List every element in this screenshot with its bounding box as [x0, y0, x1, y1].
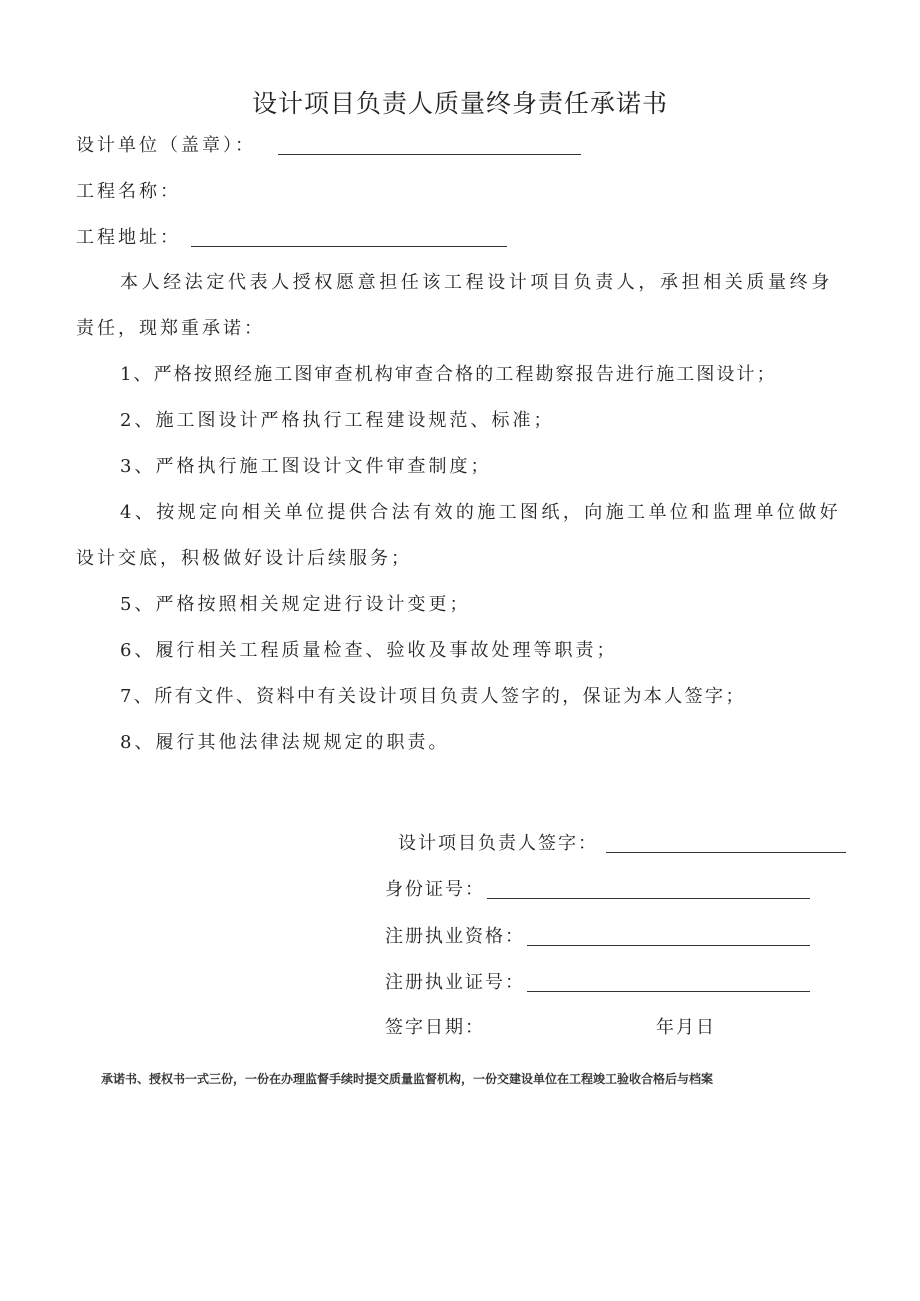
commitment-item: 2、施工图设计严格执行工程建设规范、标准； [120, 410, 555, 431]
project-address-field[interactable] [191, 228, 507, 247]
commitment-item: 8、履行其他法律法规规定的职责。 [120, 732, 450, 753]
signer-signature-field[interactable] [606, 834, 846, 853]
design-unit-field[interactable] [278, 136, 581, 155]
project-address-row [76, 226, 181, 250]
signer-label: 设计项目负责人签字： [398, 833, 598, 854]
commitment-item: 3、严格执行施工图设计文件审查制度； [120, 456, 492, 477]
project-address-label: 工程地址： [76, 227, 181, 248]
qualification-label: 注册执业资格： [385, 926, 525, 947]
id-number-label: 身份证号： [385, 879, 485, 900]
date-value: 年月日 [656, 1017, 716, 1038]
intro-line-2: 责任，现郑重承诺： [76, 318, 265, 339]
footnote: 承诺书、授权书一式三份，一份在办理监督手续时提交质量监督机构，一份交建设单位在工程竣工验收合格后与档案 [101, 1072, 714, 1086]
commitment-item: 7、所有文件、资料中有关设计项目负责人签字的，保证为本人签字； [120, 686, 746, 707]
commitment-item-continued: 设计交底，积极做好设计后续服务； [76, 548, 412, 569]
project-name-row [76, 180, 181, 204]
project-name-label: 工程名称： [76, 181, 181, 202]
design-unit-label: 设计单位（盖章）： [76, 135, 256, 156]
id-number-field[interactable] [487, 880, 810, 899]
cert-number-label: 注册执业证号： [385, 972, 525, 993]
commitment-item: 4、按规定向相关单位提供合法有效的施工图纸，向施工单位和监理单位做好 [120, 502, 842, 523]
commitment-item: 5、严格按照相关规定进行设计变更； [120, 594, 471, 615]
cert-number-field[interactable] [527, 973, 810, 992]
intro-line-1: 本人经法定代表人授权愿意担任该工程设计项目负责人，承担相关质量终身 [120, 272, 833, 293]
commitment-item: 1、严格按照经施工图审查机构审查合格的工程勘察报告进行施工图设计； [120, 364, 777, 385]
document-title: 设计项目负责人质量终身责任承诺书 [251, 89, 668, 118]
design-unit-row [76, 134, 256, 158]
commitment-item: 6、履行相关工程质量检查、验收及事故处理等职责； [120, 640, 618, 661]
qualification-field[interactable] [527, 927, 810, 946]
date-label: 签字日期： [385, 1017, 485, 1038]
